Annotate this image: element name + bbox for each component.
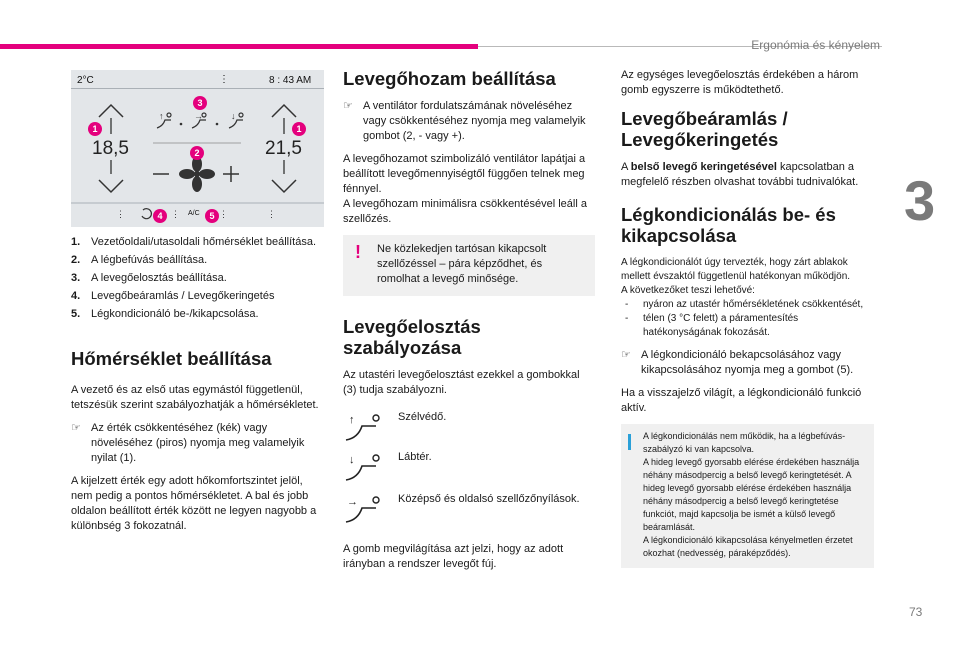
distribution-paragraph-2: A gomb megvilágítása azt jelzi, hogy az adott irányban a rendszer levegőt fúj. <box>343 543 564 570</box>
svg-text:⋮: ⋮ <box>219 209 228 219</box>
section-title: Ergonómia és kényelem <box>751 38 880 52</box>
svg-text:⋮: ⋮ <box>116 209 125 219</box>
mode-vents: → Középső és oldalsó szellőzőnyílások. <box>343 492 595 542</box>
left-temp-value: 18,5 <box>92 138 129 159</box>
outside-temp: 2°C <box>77 75 94 86</box>
callout-1-right: 1 <box>292 122 306 136</box>
recirculation-icon <box>142 209 151 219</box>
temp-bullet: ☞ Az érték csökkentéséhez (kék) vagy növeléséhez (piros) nyomja meg valamelyik nyilat (1). <box>71 422 305 464</box>
callout-3: 3 <box>193 96 207 110</box>
callout-2: 2 <box>190 146 204 160</box>
ac-section-title: Légkondicionálás be- és kikapcsolása <box>621 204 836 246</box>
page-number: 73 <box>909 605 923 619</box>
middle-column <box>343 68 595 580</box>
windscreen-mode-icon <box>343 410 383 444</box>
recirc-paragraph: A belső levegő keringetésével kapcsolatban a megfelelő részben olvashat további tudnivalókat. <box>621 161 859 188</box>
svg-text:↑: ↑ <box>349 414 355 426</box>
right-column <box>621 68 874 568</box>
legend-item: 2. A légbefúvás beállítása. <box>71 254 208 266</box>
svg-text:⋮: ⋮ <box>171 209 180 219</box>
climate-screen-illustration <box>71 70 324 227</box>
mode-footwell: ↓ Lábtér. <box>343 450 595 492</box>
right-temp-down-arrow <box>272 180 296 192</box>
bullet-icon: ☞ <box>343 100 353 112</box>
temp-paragraph-2: A kijelzett érték egy adott hőkomfortszintet jelöl, nem pedig a pontos hőmérsékletet. A bal és jobb oldalon beállított érték között ne legyen nagyobb a különbség 3 fokozatnál. <box>71 475 317 532</box>
callout-1-left: 1 <box>88 122 102 136</box>
mode-windscreen: ↑ Szélvédő. <box>343 410 595 450</box>
info-box: A légkondicionálás nem működik, ha a légbefúvás-szabályzó ki van kapcsolva. A hideg levegő gyorsabb elérése érdekében használja néhány másodpercig a belső levegő keringtetését. A hideg levegő gyorsabb elérése érdekében használja néhány másodpercig a belső levegő keringtetése funkciót, majd kapcsolja be ismét a külső levegő beáramlását. A légkondicionáló kikapcsolása kényelmetlen érzetet okozhat (nedvesség, páraképződés). <box>621 424 874 568</box>
airflow-section-title: Levegőhozam beállítása <box>343 68 556 89</box>
footwell-mode-icon <box>343 450 383 484</box>
right-temp-up-arrow <box>272 105 296 117</box>
distribution-paragraph-1: Az utastéri levegőelosztást ezekkel a gombokkal (3) tudja szabályozni. <box>343 369 580 396</box>
warning-icon: ! <box>355 242 361 262</box>
temp-paragraph-1: A vezető és az első utas egymástól függetlenül, tetszésük szerint szabályozhatják a hőmérsékletet. <box>71 384 319 411</box>
ac-label: A/C <box>188 210 200 217</box>
svg-text:→: → <box>194 111 203 121</box>
bullet-icon: ☞ <box>621 349 631 361</box>
header-accent-bar <box>0 44 478 49</box>
clock: 8 : 43 AM <box>269 75 312 86</box>
legend-item: 5. Légkondicionáló be-/kikapcsolása. <box>71 308 259 320</box>
svg-text:↓: ↓ <box>231 111 236 121</box>
legend-item: 3. A levegőelosztás beállítása. <box>71 272 227 284</box>
info-icon <box>628 434 631 450</box>
fan-icon <box>179 156 215 192</box>
airflow-bullet: ☞ A ventilátor fordulatszámának növeléséhez vagy csökkentéséhez nyomja meg valamelyik gombot (2, - vagy +). <box>343 100 586 142</box>
legend-item: 1. Vezetőoldali/utasoldali hőmérséklet beállítása. <box>71 236 317 248</box>
svg-text:⋮: ⋮ <box>267 209 276 219</box>
chapter-number: 3 <box>904 169 936 232</box>
recirc-section-title: Levegőbeáramlás / Levegőkeringetés <box>621 108 788 150</box>
legend-item: 4. Levegőbeáramlás / Levegőkeringetés <box>71 290 275 302</box>
status-icons: ⋮ <box>219 74 235 85</box>
airflow-paragraph-2: A levegőhozam minimálisra csökkentésével leáll a szellőzés. <box>343 198 587 225</box>
callout-4: 4 <box>153 209 167 223</box>
left-column <box>71 235 326 542</box>
callout-5: 5 <box>205 209 219 223</box>
svg-text:↓: ↓ <box>349 454 355 466</box>
ac-paragraph-3: Ha a visszajelző világít, a légkondicionáló funkció aktív. <box>621 387 862 414</box>
intro-paragraph: Az egységes levegőelosztás érdekében a három gomb egyszerre is működtethető. <box>621 69 859 96</box>
ac-bullet: ☞ A légkondicionáló bekapcsolásához vagy kikapcsolásához nyomja meg a gombot (5). <box>621 349 854 376</box>
distribution-section-title: Levegőelosztás szabályozása <box>343 316 481 358</box>
temp-section-title: Hőmérséklet beállítása <box>71 348 272 369</box>
vents-mode-icon <box>343 492 383 526</box>
bullet-icon: ☞ <box>71 422 81 434</box>
legend-list <box>71 235 326 322</box>
svg-text:→: → <box>347 496 358 508</box>
svg-text:↑: ↑ <box>159 111 164 121</box>
airflow-paragraph-1: A levegőhozamot szimbolizáló ventilátor lapátjai a beállított levegőmennyiségtől függően telnek meg fénnyel. <box>343 153 586 195</box>
warning-box: ! Ne közlekedjen tartósan kikapcsolt szellőzéssel – pára képződhet, és romolhat a levegő minősége. <box>343 235 595 296</box>
left-temp-down-arrow <box>99 180 123 192</box>
left-temp-up-arrow <box>99 105 123 117</box>
ac-details: A légkondicionálót úgy tervezték, hogy zárt ablakok mellett évszaktól függetlenül hatékonyan működjön. A következőket teszi lehetővé: - nyáron az utastér hőmérsékletének csökkentését, - télen (3 °C felett) a páramentesítés hatékonyságának fokozását. <box>621 257 864 338</box>
right-temp-value: 21,5 <box>265 138 302 159</box>
